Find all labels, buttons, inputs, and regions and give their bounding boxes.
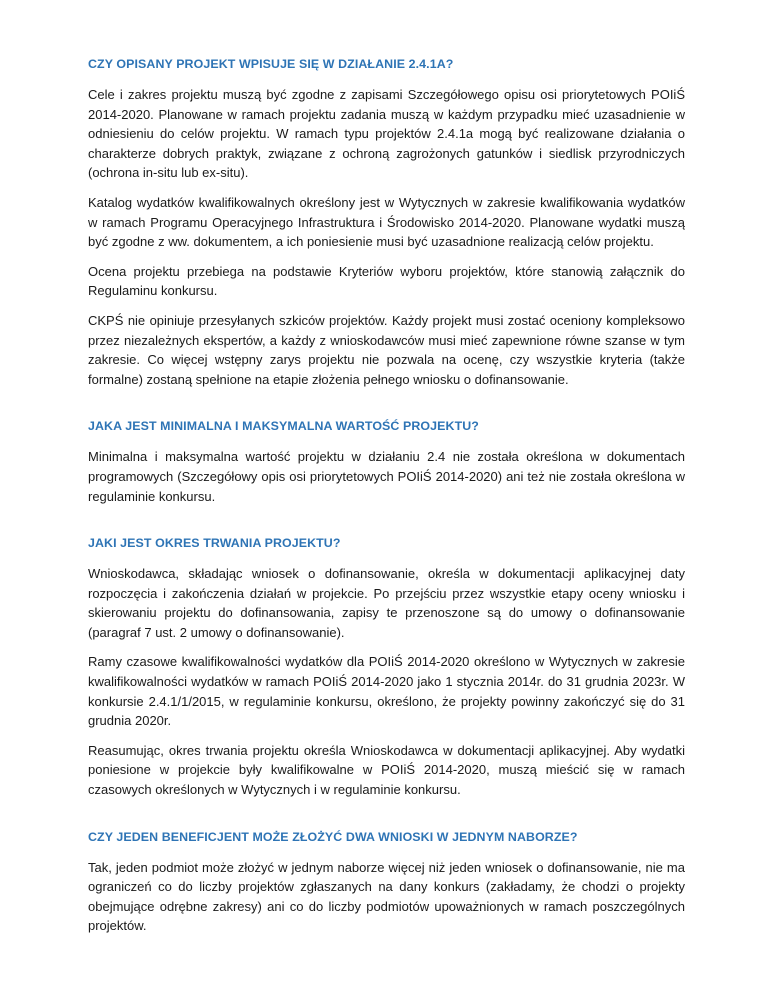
paragraph: CKPŚ nie opiniuje przesyłanych szkiców projektów. Każdy projekt musi zostać oceniony kompleksowo przez niezależnych ekspertów, a każdy z wnioskodawców musi mieć zapewnione równe szanse w tym zakresie. Co więcej wstępny zarys projektu nie pozwala na ocenę, czy wszystkie kryteria (także formalne) zostaną spełnione na etapie złożenia pełnego wniosku o dofinansowanie.: [88, 312, 685, 387]
paragraph: Katalog wydatków kwalifikowalnych określony jest w Wytycznych w zakresie kwalifikowania wydatków w ramach Programu Operacyjnego Infrastruktura i Środowisko 2014-2020. Planowane wydatki muszą być zgodne z ww. dokumentem, a ich poniesienie musi być uzasadnione realizacją celów projektu.: [88, 194, 685, 250]
paragraph: Ramy czasowe kwalifikowalności wydatków dla POIiŚ 2014-2020 określono w Wytycznych w zakresie kwalifikowalności wydatków w ramach POIiŚ 2014-2020 jako 1 stycznia 2014r. do 31 grudnia 2023r. W konkursie 2.4.1/1/2015, w regulaminie konkursu, określono, że projekty powinny zakończyć się do 31 grudnia 2020r.: [88, 654, 685, 729]
paragraph: Tak, jeden podmiot może złożyć w jednym naborze więcej niż jeden wniosek o dofinansowanie, nie ma ograniczeń co do liczby projektów zgłaszanych na dany konkurs (zakładamy, że chodzi o projekty obejmujące odrębne zakresy) ani co do liczby podmiotów upoważnionych w ramach poszczególnych projektów.: [88, 859, 685, 934]
faq-section-project-duration: [88, 534, 685, 800]
section-heading: CZY OPISANY PROJEKT WPISUJE SIĘ W DZIAŁANIE 2.4.1A?: [88, 57, 454, 71]
section-heading: JAKI JEST OKRES TRWANIA PROJEKTU?: [88, 536, 341, 551]
section-heading: CZY JEDEN BENEFICJENT MOŻE ZŁOŻYĆ DWA WNIOSKI W JEDNYM NABORZE?: [88, 829, 578, 844]
paragraph: Wnioskodawca, składając wniosek o dofinansowanie, określa w dokumentacji aplikacyjnej daty rozpoczęcia i zakończenia działań w projekcie. Po przejściu przez wszystkie etapy oceny wniosku i skierowaniu projektu do dofinansowania, zapisy te przenoszone są do umowy o dofinansowanie (paragraf 7 ust. 2 umowy o dofinansowanie).: [88, 566, 685, 640]
paragraph: Minimalna i maksymalna wartość projektu w działaniu 2.4 nie została określona w dokumentach programowych (Szczegółowy opis osi priorytetowych POIiŚ 2014-2020) ani też nie została określona w regulaminie konkursu.: [88, 449, 685, 504]
paragraph: Reasumując, okres trwania projektu określa Wnioskodawca w dokumentacji aplikacyjnej. Aby wydatki poniesione w projekcie były kwalifikowalne w POIiŚ 2014-2020, muszą mieścić się w ramach czasowych określonych w Wytycznych i w regulaminie konkursu.: [88, 742, 685, 798]
faq-section-project-value: [88, 417, 685, 506]
section-heading: JAKA JEST MINIMALNA I MAKSYMALNA WARTOŚĆ PROJEKTU?: [88, 419, 479, 434]
paragraph: Ocena projektu przebiega na podstawie Kryteriów wyboru projektów, które stanowią załącznik do Regulaminu konkursu.: [88, 263, 685, 299]
faq-section-project-fit: [88, 55, 685, 389]
paragraph: Cele i zakres projektu muszą być zgodne z zapisami Szczegółowego opisu osi priorytetowych POIiŚ 2014-2020. Planowane w ramach projektu zadania muszą w każdym przypadku mieć uzasadnienie w odniesieniu do celów projektu. W ramach typu projektów 2.4.1a mogą być realizowane działania o charakterze dobrych praktyk, związane z ochroną zagrożonych gatunków i siedlisk przyrodniczych (ochrona in-situ lub ex-situ).: [88, 87, 685, 181]
faq-section-two-applications: [88, 828, 685, 936]
